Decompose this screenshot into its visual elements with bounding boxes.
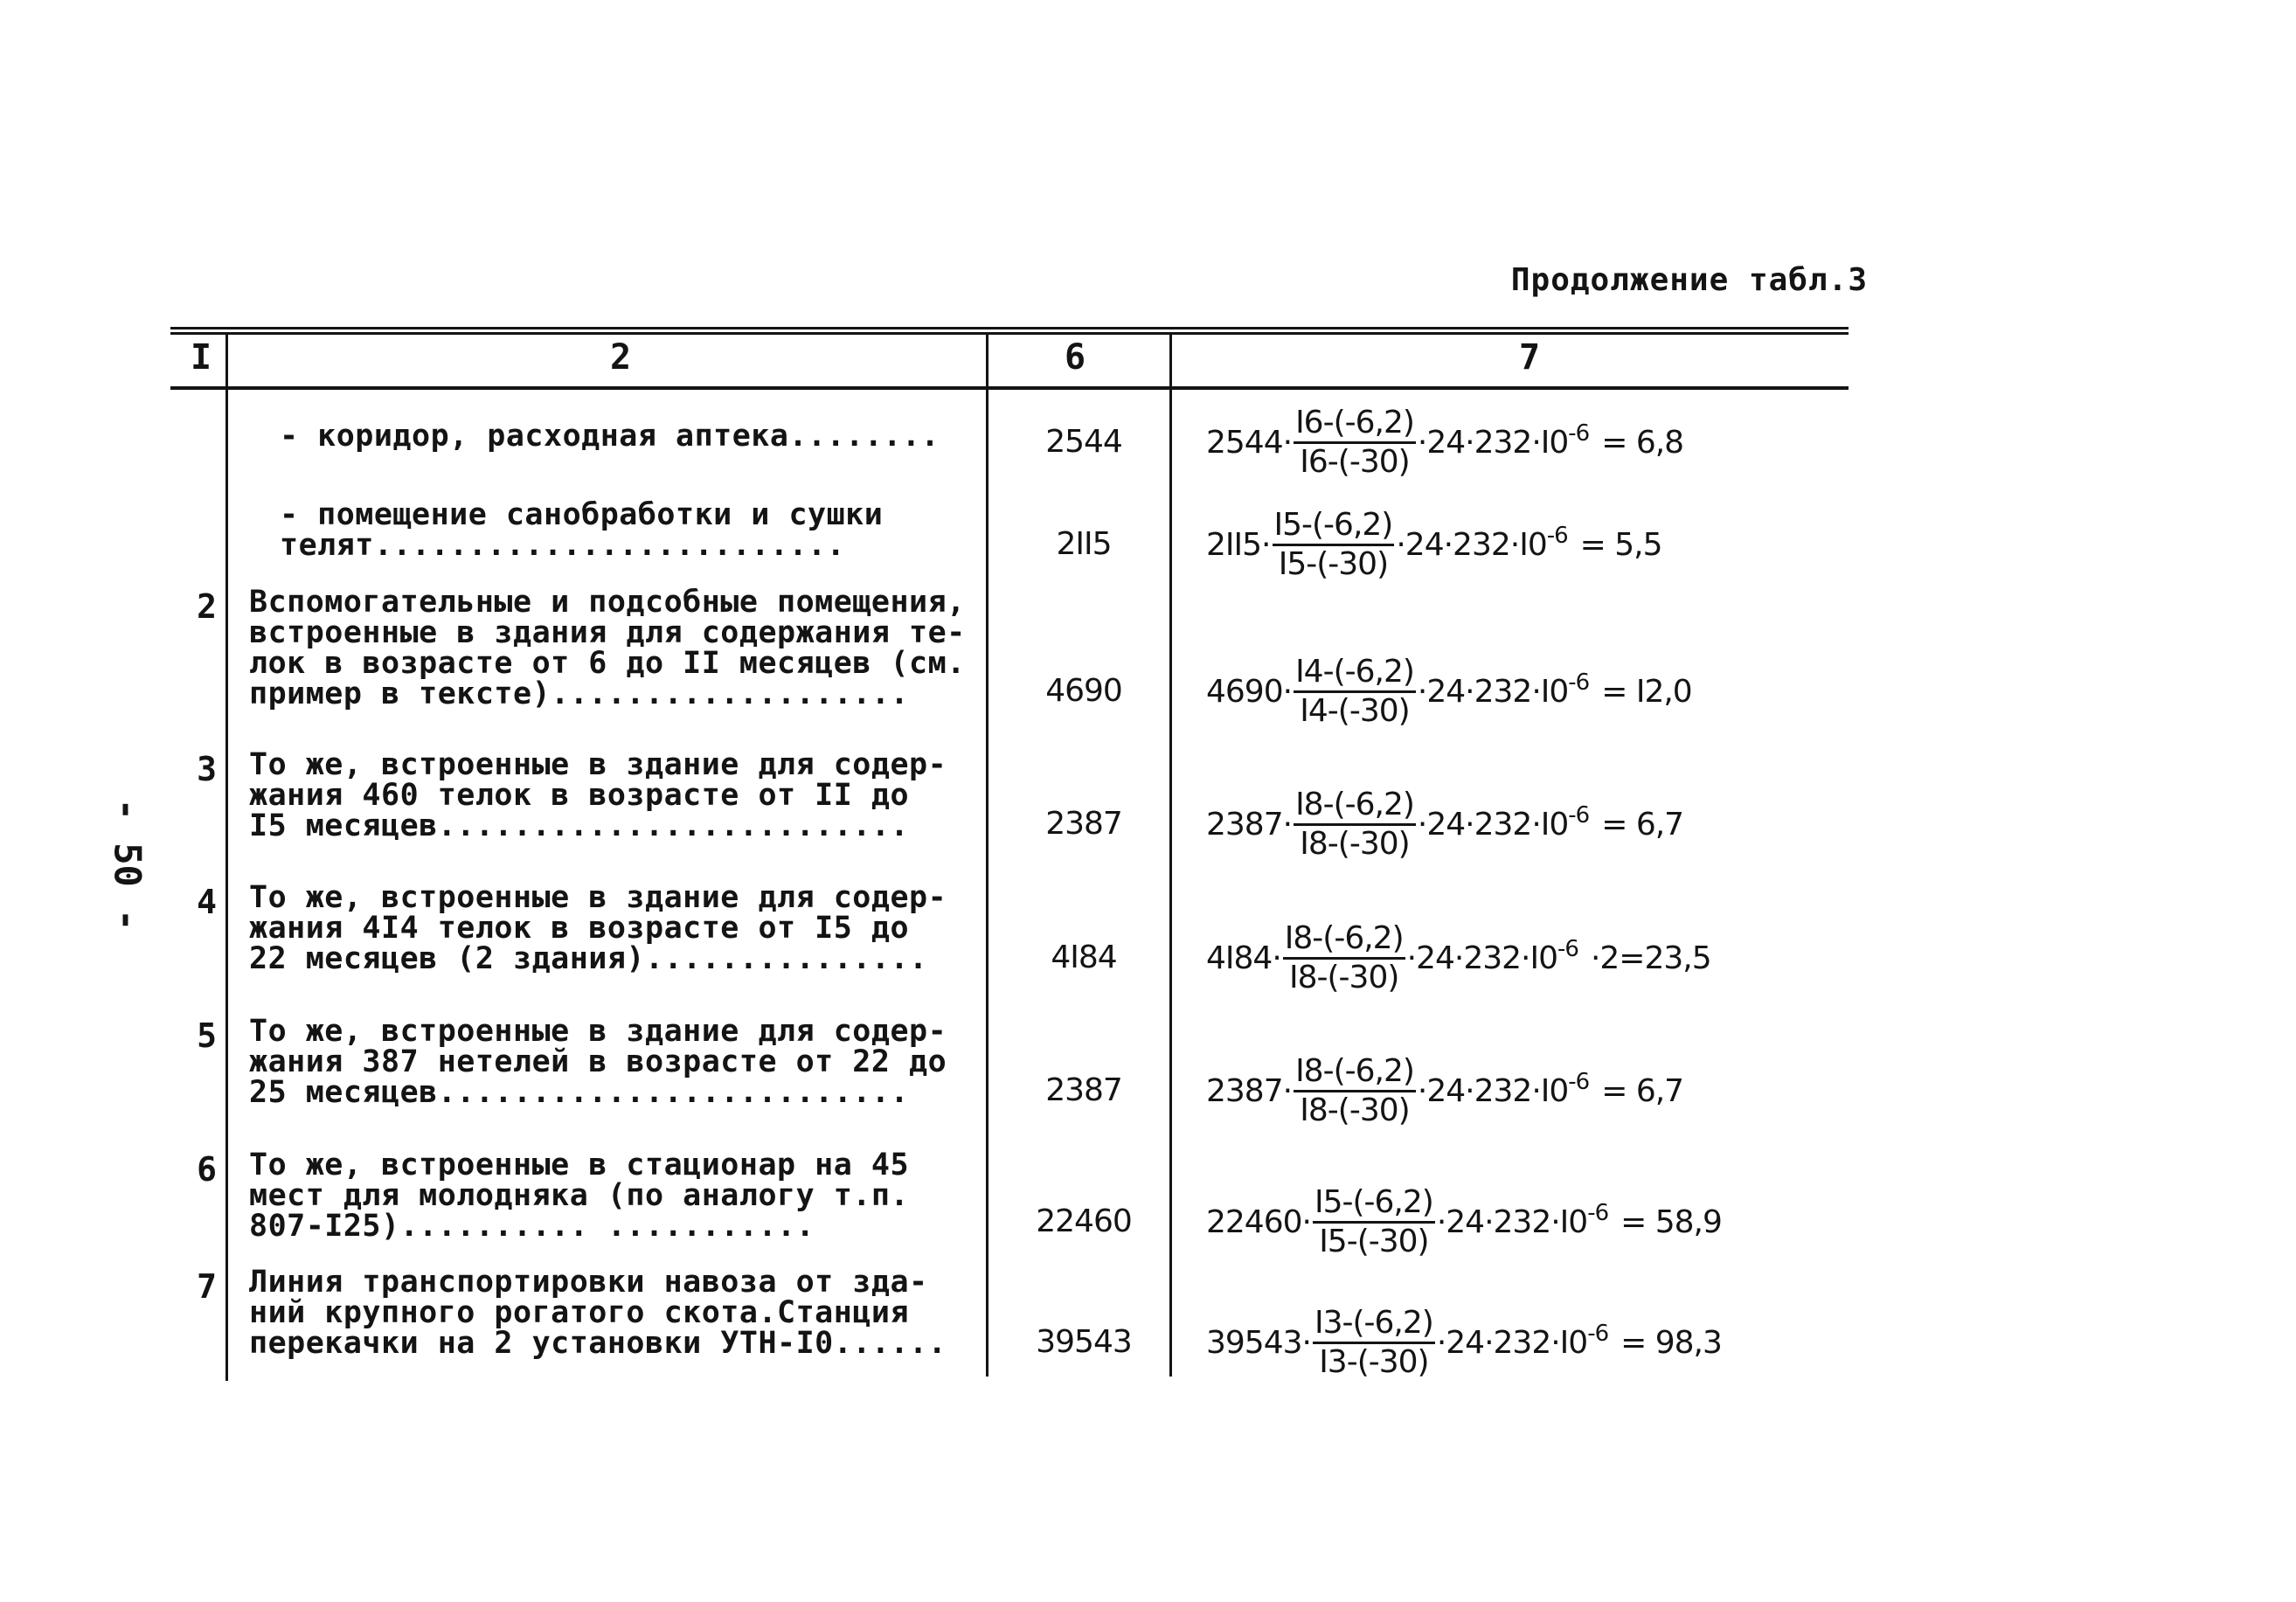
fraction-numerator: I8-(-6,2) (1283, 922, 1405, 960)
page-number: - 50 - (106, 798, 149, 932)
formula-exponent: -6 (1587, 1321, 1609, 1347)
row-value: 2II5 (1056, 526, 1112, 562)
formula-multiplier: 2II5· (1206, 527, 1271, 563)
row-value: 4690 (1045, 673, 1122, 709)
formula-fraction (1273, 509, 1395, 581)
row-description: То же, встроенные в стационар на 45 мест для молодняка (по аналогу т.п. 807-I25).......... ........... (249, 1148, 910, 1244)
formula-result: = 6,7 (1601, 807, 1684, 843)
formula-exponent: -6 (1557, 936, 1578, 962)
fraction-numerator: I6-(-6,2) (1294, 406, 1416, 444)
row-value: 2544 (1045, 424, 1122, 460)
fraction-denominator: I3-(-30) (1319, 1344, 1429, 1380)
formula-factors (1436, 1321, 1609, 1361)
formula-factors-text: ·24·232·I0 (1436, 1325, 1588, 1361)
row-formula (1206, 655, 1888, 728)
row-formula (1206, 1186, 1888, 1259)
row-formula (1206, 406, 1888, 479)
row-formula (1206, 922, 1888, 995)
formula-multiplier: 2544· (1206, 425, 1293, 461)
header-col-1: I (190, 337, 212, 378)
row-description: - коридор, расходная аптека........ (280, 419, 940, 454)
formula-exponent: -6 (1568, 802, 1590, 829)
fraction-denominator: I8-(-30) (1300, 826, 1410, 862)
row-number: 6 (197, 1150, 217, 1189)
fraction-numerator: I8-(-6,2) (1294, 1055, 1416, 1092)
column-divider (225, 332, 228, 1381)
formula-factors-text: ·24·232·I0 (1417, 425, 1569, 461)
row-description: Линия транспортировки навоза от зда- ний крупного рогатого скота.Станция перекачки на 2 установки УТН-I0...... (249, 1265, 947, 1361)
row-formula (1206, 1307, 1888, 1379)
formula-factors-text: ·24·232·I0 (1417, 807, 1569, 843)
formula-multiplier: 39543· (1206, 1325, 1311, 1361)
row-formula (1206, 509, 1888, 581)
header-col-7: 7 (1518, 337, 1541, 378)
row-number: 7 (197, 1267, 217, 1306)
formula-result: = 5,5 (1579, 527, 1662, 563)
table-top-rule (170, 327, 1849, 329)
fraction-denominator: I5-(-30) (1319, 1224, 1429, 1259)
formula-factors (1436, 1200, 1609, 1240)
row-value: 4I84 (1051, 940, 1117, 975)
table-caption: Продолжение табл.3 (1510, 262, 1868, 298)
formula-factors-text: ·24·232·I0 (1417, 1073, 1569, 1109)
fraction-numerator: I5-(-6,2) (1313, 1186, 1435, 1224)
row-description: Вспомогательные и подсобные помещения, встроенные в здания для содержания те- лок в возрасте от 6 до II месяцев (см. пример в тексте)................... (249, 585, 966, 711)
row-formula (1206, 788, 1888, 861)
formula-fraction (1294, 1055, 1416, 1127)
formula-result: = I2,0 (1601, 674, 1692, 710)
formula-factors (1417, 802, 1590, 843)
formula-exponent: -6 (1546, 523, 1568, 549)
column-divider (986, 332, 988, 1377)
row-description: То же, встроенные в здание для содер- жания 460 телок в возрасте от II до I5 месяцев......................... (249, 747, 947, 843)
row-value: 2387 (1045, 806, 1122, 842)
formula-factors (1417, 420, 1590, 461)
formula-multiplier: 4690· (1206, 674, 1293, 710)
header-col-6: 6 (1064, 337, 1086, 378)
row-description: То же, встроенные в здание для содер- жания 4I4 телок в возрасте от I5 до 22 месяцев (2 здания)............... (249, 880, 947, 976)
row-value: 22460 (1036, 1203, 1132, 1239)
formula-fraction (1313, 1307, 1435, 1379)
formula-multiplier: 2387· (1206, 1073, 1293, 1109)
row-formula (1206, 1055, 1888, 1127)
formula-factors-text: ·24·232·I0 (1406, 940, 1557, 976)
formula-fraction (1294, 406, 1416, 479)
formula-result: = 6,7 (1601, 1073, 1684, 1109)
formula-exponent: -6 (1587, 1200, 1609, 1226)
formula-factors-text: ·24·232·I0 (1396, 527, 1547, 563)
formula-exponent: -6 (1568, 669, 1590, 696)
formula-factors (1417, 1069, 1590, 1109)
row-description: - помещение санобработки и сушки телят......................... (280, 497, 884, 563)
row-value: 39543 (1036, 1324, 1132, 1360)
formula-fraction (1294, 788, 1416, 861)
formula-multiplier: 2387· (1206, 807, 1293, 843)
formula-exponent: -6 (1568, 1069, 1590, 1095)
header-bottom-rule (170, 386, 1849, 390)
header-col-2: 2 (609, 337, 632, 378)
fraction-denominator: I4-(-30) (1300, 693, 1410, 729)
fraction-numerator: I3-(-6,2) (1313, 1307, 1435, 1344)
fraction-denominator: I5-(-30) (1278, 546, 1389, 582)
formula-fraction (1294, 655, 1416, 728)
row-number: 4 (197, 883, 217, 921)
formula-factors (1406, 936, 1578, 976)
fraction-denominator: I8-(-30) (1289, 960, 1399, 995)
row-number: 3 (197, 750, 217, 788)
formula-factors-text: ·24·232·I0 (1417, 674, 1569, 710)
formula-result: ·2=23,5 (1590, 940, 1711, 976)
formula-factors (1417, 669, 1590, 710)
row-number: 5 (197, 1016, 217, 1055)
table-top-rule-2 (170, 332, 1849, 335)
formula-fraction (1313, 1186, 1435, 1259)
row-number: 2 (197, 587, 217, 626)
formula-result: = 6,8 (1601, 425, 1684, 461)
row-description: То же, встроенные в здание для содер- жания 387 нетелей в возрасте от 22 до 25 месяцев......................... (249, 1014, 947, 1110)
formula-factors (1396, 523, 1568, 563)
fraction-denominator: I8-(-30) (1300, 1092, 1410, 1128)
formula-multiplier: 22460· (1206, 1204, 1311, 1240)
row-value: 2387 (1045, 1072, 1122, 1108)
formula-result: = 58,9 (1620, 1204, 1722, 1240)
formula-factors-text: ·24·232·I0 (1436, 1204, 1588, 1240)
formula-fraction (1283, 922, 1405, 995)
fraction-numerator: I4-(-6,2) (1294, 655, 1416, 693)
formula-result: = 98,3 (1620, 1325, 1722, 1361)
formula-multiplier: 4I84· (1206, 940, 1281, 976)
formula-exponent: -6 (1568, 420, 1590, 447)
fraction-numerator: I8-(-6,2) (1294, 788, 1416, 826)
fraction-numerator: I5-(-6,2) (1273, 509, 1395, 546)
fraction-denominator: I6-(-30) (1300, 444, 1410, 480)
